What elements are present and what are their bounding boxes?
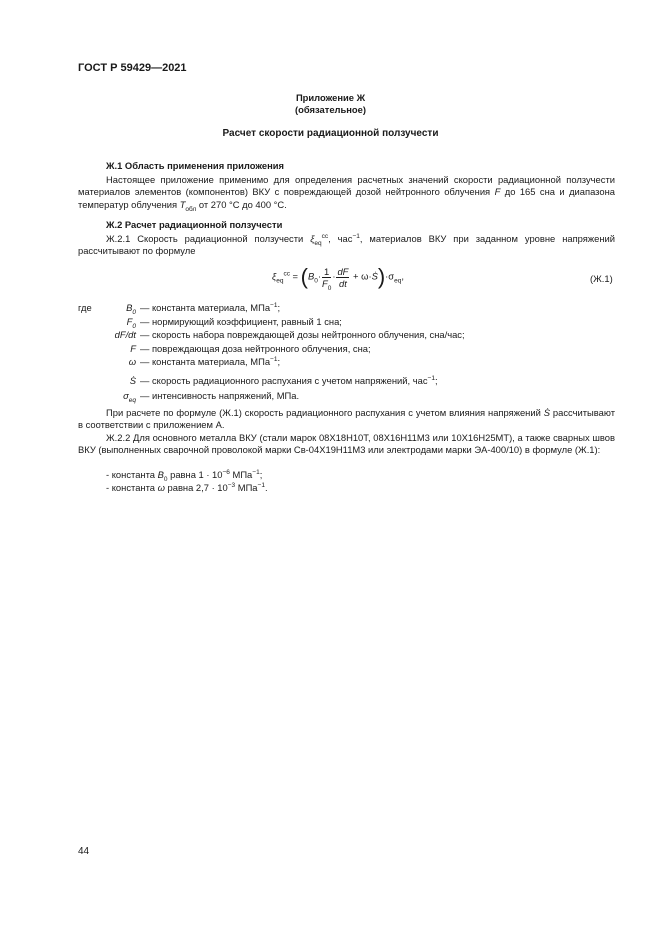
list-item-omega: - константа ω равна $2,7 \cdot 10^{-3}$ МПа$^{-1}$. bbox=[106, 481, 268, 493]
equation-number: (Ж.1) bbox=[590, 273, 613, 284]
appendix-heading: Расчет скорости радиационной ползучести bbox=[222, 128, 439, 139]
clause-2-2-text: Ж.2.2 Для основного металла ВКУ (стали марок 08Х18Н10Т, 08Х16Н11М3 или 10Х16Н25МТ), а также сварных швов ВКУ (выполненных сварочной проволокой марки Св-04Х19Н11М3 или электродами марки ЭА-400/10) в формуле (Ж.1): bbox=[78, 432, 615, 456]
section1-heading: Ж.1 Область применения приложения bbox=[106, 160, 284, 171]
standard-number: ГОСТ Р 59429—2021 bbox=[78, 62, 187, 74]
list-item-b0: - константа $B_0$ равна $1 \cdot 10^{-6}$ МПа$^{-1}$; bbox=[106, 468, 263, 483]
fraction-one-over-f0: $\frac{1}{F_0}$ bbox=[321, 265, 332, 292]
appendix-title: Приложение Ж bbox=[295, 92, 366, 103]
calculation-note: При расчете по формуле (Ж.1) скорость радиационного распухания с учетом влияния напряжений Ṡ рассчитывают в соответствии с приложением А. bbox=[78, 407, 615, 431]
fraction-df-dt: $\frac{dF}{dt}$ bbox=[337, 265, 349, 289]
page-number: 44 bbox=[78, 846, 90, 857]
where-label: где bbox=[78, 302, 92, 313]
formula-zh1: $\xi_{eq}^{cc} = (B_0\cdot$ $\frac{1}{F_0}$ · $\frac{dF}{dt}$ + $\omega\cdot Ṡ)\cdot\sigma_{eq}$, bbox=[272, 264, 404, 292]
appendix-status: (обязательное) bbox=[295, 104, 366, 115]
clause-2-1-text: Ж.2.1 Скорость радиационной ползучести $\xi_{eq}^{cc}$, час$^{-1}$, материалов ВКУ при заданном уровне напряжений рассчитывают по формуле bbox=[78, 232, 615, 257]
section2-heading: Ж.2 Расчет радиационной ползучести bbox=[106, 219, 283, 230]
section1-text: Настоящее приложение применимо для определения расчетных значений скорости радиационной ползучести материалов элементов (компонентов) ВКУ с повреждающей дозой нейтронного облучения F до 165 сна и диапазона температур облучения $T_{обл}$ от 270 °С до 400 °С. bbox=[78, 174, 615, 213]
